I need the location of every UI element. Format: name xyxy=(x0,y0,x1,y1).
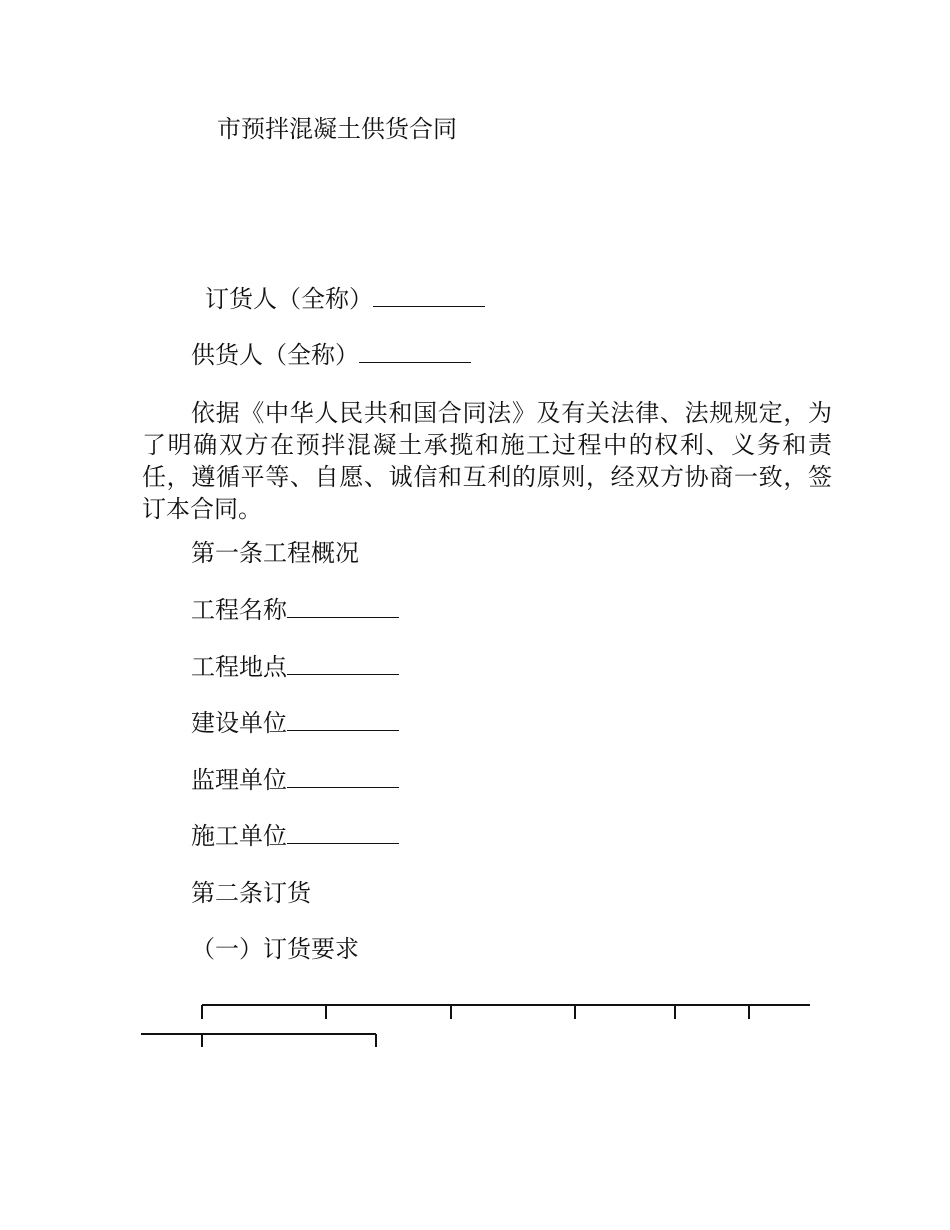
article-1-heading: 第一条工程概况 xyxy=(191,539,359,567)
field-label: 施工单位 xyxy=(191,822,287,850)
intro-paragraph: 依据《中华人民共和国合同法》及有关法律、法规规定，为了明确双方在预拌混凝土承揽和施工过程中的权利、义务和责任，遵循平等、自愿、诚信和互利的原则，经双方协商一致，签订本合同。 xyxy=(142,399,832,523)
field-label: 工程地点 xyxy=(191,653,287,681)
order-requirements-heading: （一）订货要求 xyxy=(191,935,359,963)
field-label: 监理单位 xyxy=(191,766,287,794)
supplier-label: 供货人（全称） xyxy=(191,341,359,369)
document-title: 市预拌混凝土供货合同 xyxy=(217,115,457,143)
field-label: 建设单位 xyxy=(191,709,287,737)
field-label: 工程名称 xyxy=(191,596,287,624)
article-2-heading: 第二条订货 xyxy=(191,879,311,907)
orderer-label: 订货人（全称） xyxy=(205,285,373,313)
